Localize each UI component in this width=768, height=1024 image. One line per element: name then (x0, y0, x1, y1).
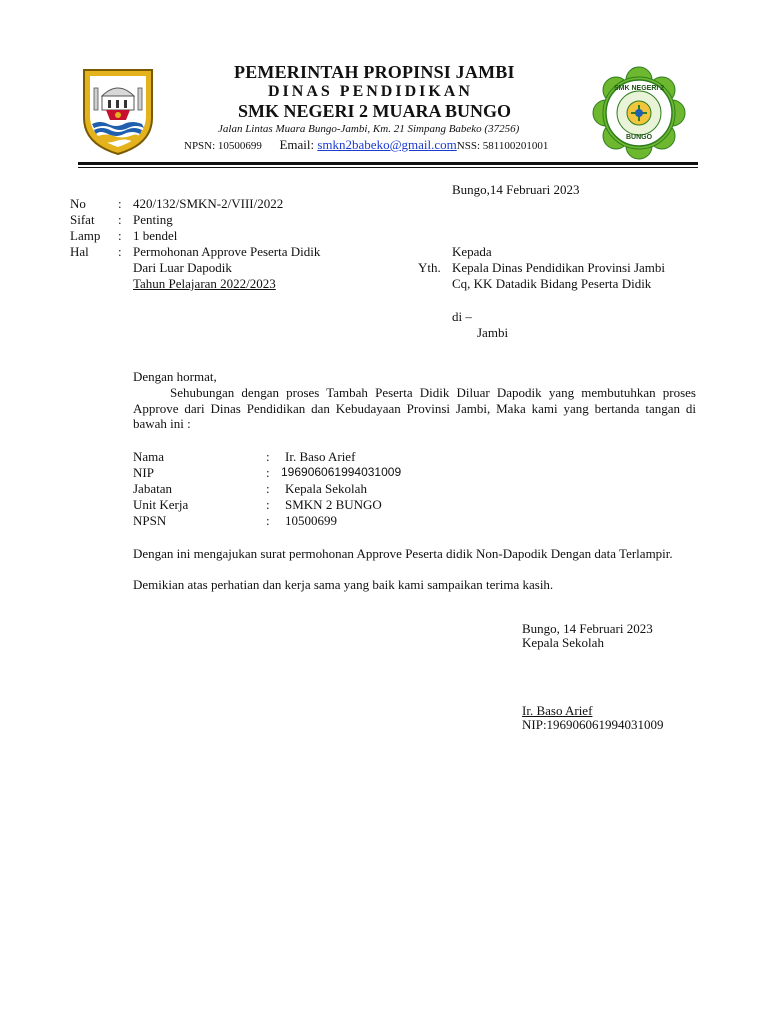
school-logo-text-bottom: BUNGO (626, 134, 653, 141)
province-logo (80, 66, 156, 156)
letterhead-address: Jalan Lintas Muara Bungo-Jambi, Km. 21 Simpang Babeko (37256) (218, 123, 520, 135)
identity-name-colon: : (266, 449, 270, 464)
signature-date: Bungo, 14 Februari 2023 (522, 621, 653, 636)
identity-nip-value: 196906061994031009 (281, 465, 402, 479)
meta-no-value: 420/132/SMKN-2/VIII/2022 (133, 196, 284, 211)
recipient-line2: Cq, KK Datadik Bidang Peserta Didik (452, 276, 652, 291)
letterhead-school: SMK NEGERI 2 MUARA BUNGO (238, 101, 512, 121)
meta-sifat-value: Penting (133, 212, 173, 227)
meta-no-label: No (70, 196, 86, 211)
meta-hal-line2: Dari Luar Dapodik (133, 260, 232, 275)
letterhead-divider-thin (78, 167, 698, 168)
school-logo (592, 66, 686, 160)
letterhead-government: PEMERINTAH PROPINSI JAMBI (234, 62, 515, 82)
recipient-city: Jambi (477, 325, 509, 340)
letterhead-department: DINAS PENDIDIKAN (268, 83, 473, 100)
meta-lamp-value: 1 bendel (133, 228, 178, 243)
body-paragraph-2 (133, 546, 696, 562)
body-paragraph-1 (133, 385, 696, 432)
letterhead-nss: NSS: 581100201001 (456, 140, 549, 152)
recipient-kepada: Kepada (452, 244, 492, 259)
identity-npsn-colon: : (266, 513, 270, 528)
identity-nip-colon: : (266, 465, 270, 480)
school-logo-text-top: SMK NEGERI 2 (614, 85, 665, 92)
letterhead-divider-thick (78, 162, 698, 165)
letterhead-npsn: NPSN: 10500699 (184, 140, 262, 152)
meta-hal-value: Permohonan Approve Peserta Didik (133, 244, 321, 259)
recipient-di: di – (452, 309, 472, 324)
identity-name-value: Ir. Baso Arief (285, 449, 356, 464)
meta-hal-label: Hal (70, 244, 89, 259)
signature-title: Kepala Sekolah (522, 635, 604, 650)
identity-jabatan-label: Jabatan (133, 481, 172, 496)
identity-npsn-value: 10500699 (285, 513, 337, 528)
identity-name-label: Nama (133, 449, 165, 464)
letter-date: Bungo,14 Februari 2023 (452, 182, 580, 197)
identity-jabatan-value: Kepala Sekolah (285, 481, 367, 496)
identity-unit-label: Unit Kerja (133, 497, 189, 512)
meta-sifat-colon: : (118, 212, 122, 227)
identity-npsn-label: NPSN (133, 513, 167, 528)
meta-no-colon: : (118, 196, 122, 211)
body-paragraph-2-text: Dengan ini mengajukan surat permohonan Approve Peserta didik Non-Dapodik Dengan data Terlampir. (133, 546, 673, 561)
identity-jabatan-colon: : (266, 481, 270, 496)
meta-hal-line3: Tahun Pelajaran 2022/2023 (133, 276, 276, 291)
recipient-line1: Kepala Dinas Pendidikan Provinsi Jambi (452, 260, 666, 275)
meta-lamp-label: Lamp (70, 228, 101, 243)
letterhead-contact-line (184, 137, 548, 153)
body-paragraph-1-text: Sehubungan dengan proses Tambah Peserta Didik Diluar Dapodik yang membutuhkan proses Approve dari Dinas Pendidikan dan Kebudayaan Provinsi Jambi, Maka kami yang bertanda tangan di bawah ini : (133, 385, 696, 431)
meta-hal-colon: : (118, 244, 122, 259)
identity-unit-colon: : (266, 497, 270, 512)
meta-sifat-label: Sifat (70, 212, 95, 227)
meta-lamp-colon: : (118, 228, 122, 243)
email-link[interactable]: smkn2babeko@gmail.com (317, 137, 457, 152)
email-label: Email: (279, 137, 318, 152)
recipient-yth: Yth. (418, 260, 441, 275)
identity-nip-label: NIP (133, 465, 154, 480)
school-emblem-icon (592, 66, 686, 160)
greeting: Dengan hormat, (133, 369, 217, 384)
signature-nip: NIP:196906061994031009 (522, 717, 664, 732)
body-paragraph-3: Demikian atas perhatian dan kerja sama yang baik kami sampaikan terima kasih. (133, 577, 554, 592)
identity-unit-value: SMKN 2 BUNGO (285, 497, 382, 512)
signature-name: Ir. Baso Arief (522, 703, 593, 718)
province-crest-icon (80, 66, 156, 156)
